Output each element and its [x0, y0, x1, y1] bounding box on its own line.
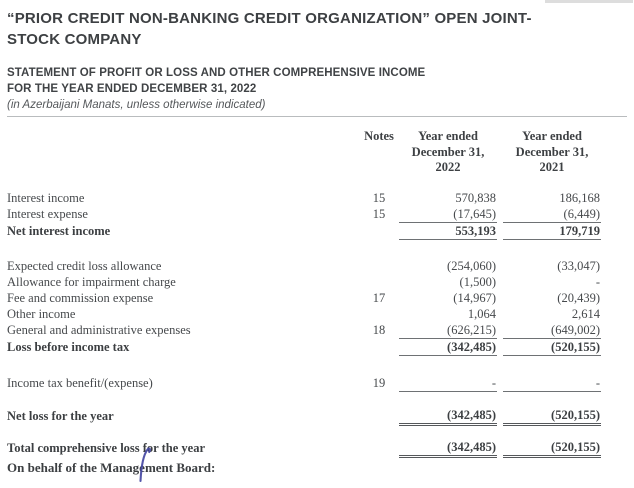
table-header-row — [7, 129, 601, 190]
table-row-loss-before-income-tax — [7, 338, 601, 355]
value-2021: (6,449) — [503, 206, 601, 223]
year-2021-column-header: Year ended December 31, 2021 — [515, 129, 589, 174]
spacer-row — [7, 391, 601, 407]
company-title-line-1: “PRIOR CREDIT NON-BANKING CREDIT ORGANIZATION” OPEN JOINT- — [7, 10, 532, 27]
note-ref — [359, 222, 399, 239]
row-label: Loss before income tax — [7, 340, 130, 354]
scan-artifact — [545, 0, 633, 3]
table-row-impairment-charge — [7, 274, 601, 290]
value-2021: (649,002) — [503, 322, 601, 339]
company-title — [7, 8, 624, 50]
spacer-row — [7, 424, 601, 439]
value-2021: (520,155) — [503, 338, 601, 355]
table-row-other-income — [7, 306, 601, 322]
signoff-text: On behalf of the Management Board: — [7, 460, 216, 475]
notes-column-header: Notes — [364, 129, 394, 143]
document-header — [0, 0, 634, 117]
table-row-interest-income — [7, 190, 601, 206]
statement-period: FOR THE YEAR ENDED DECEMBER 31, 2022 — [7, 82, 257, 95]
header-divider — [7, 116, 627, 117]
table-row-fee-commission-expense — [7, 290, 601, 306]
note-ref — [359, 338, 399, 355]
row-label: Interest income — [7, 190, 85, 205]
value-2021: (520,155) — [503, 407, 601, 425]
table-row-income-tax — [7, 375, 601, 392]
value-2021: (20,439) — [557, 290, 600, 305]
value-2022: (1,500) — [459, 274, 496, 289]
note-ref — [359, 407, 399, 425]
value-2021: - — [595, 274, 600, 289]
note-ref: 18 — [372, 323, 386, 337]
value-2021: 186,168 — [559, 190, 600, 205]
spacer-row — [7, 239, 601, 258]
table-row-general-admin-expenses — [7, 322, 601, 339]
value-2021: - — [503, 375, 601, 392]
value-2021: 2,614 — [571, 306, 600, 321]
table-row-expected-credit-loss — [7, 258, 601, 274]
units-note: (in Azerbaijani Manats, unless otherwise indicated) — [7, 99, 266, 111]
value-2022: 553,193 — [399, 222, 497, 239]
statement-title: STATEMENT OF PROFIT OR LOSS AND OTHER COMPREHENSIVE INCOME — [7, 67, 426, 79]
value-2022: (342,485) — [399, 338, 497, 355]
company-title-line-2: STOCK COMPANY — [7, 31, 142, 48]
row-label: Other income — [7, 306, 76, 321]
table-row-net-interest-income — [7, 222, 601, 239]
statement-subtitle — [7, 66, 624, 97]
note-ref — [359, 258, 399, 274]
value-2022: 1,064 — [467, 306, 496, 321]
value-2021: (33,047) — [557, 258, 600, 273]
row-label: Total comprehensive loss for the year — [7, 441, 206, 455]
table-row-total-comprehensive-loss — [7, 439, 601, 457]
value-2022: (17,645) — [399, 206, 497, 223]
value-2022: (342,485) — [399, 439, 497, 457]
spacer-row — [7, 355, 601, 375]
table-row-net-loss — [7, 407, 601, 425]
value-2021: 179,719 — [503, 222, 601, 239]
profit-loss-table — [7, 129, 601, 458]
row-label: Interest expense — [7, 207, 88, 221]
note-ref: 15 — [372, 190, 386, 205]
row-label: Fee and commission expense — [7, 290, 154, 305]
row-label: Expected credit loss allowance — [7, 258, 162, 273]
note-ref — [359, 306, 399, 322]
value-2022: (342,485) — [399, 407, 497, 425]
label-column-header — [7, 129, 359, 190]
note-ref: 17 — [372, 290, 386, 305]
row-label: Allowance for impairment charge — [7, 274, 176, 289]
value-2021: (520,155) — [503, 439, 601, 457]
note-ref: 15 — [372, 207, 386, 221]
year-2022-column-header: Year ended December 31, 2022 — [411, 129, 485, 174]
note-ref: 19 — [372, 376, 386, 390]
value-2022: (254,060) — [447, 258, 496, 273]
value-2022: (14,967) — [453, 290, 496, 305]
row-label: Net interest income — [7, 224, 111, 238]
value-2022: - — [399, 375, 497, 392]
note-ref — [359, 274, 399, 290]
table-row-interest-expense — [7, 206, 601, 223]
row-label: General and administrative expenses — [7, 323, 191, 337]
value-2022: 570,838 — [455, 190, 496, 205]
value-2022: (626,215) — [399, 322, 497, 339]
row-label: Net loss for the year — [7, 409, 114, 423]
row-label: Income tax benefit/(expense) — [7, 376, 153, 390]
note-ref — [359, 439, 399, 457]
